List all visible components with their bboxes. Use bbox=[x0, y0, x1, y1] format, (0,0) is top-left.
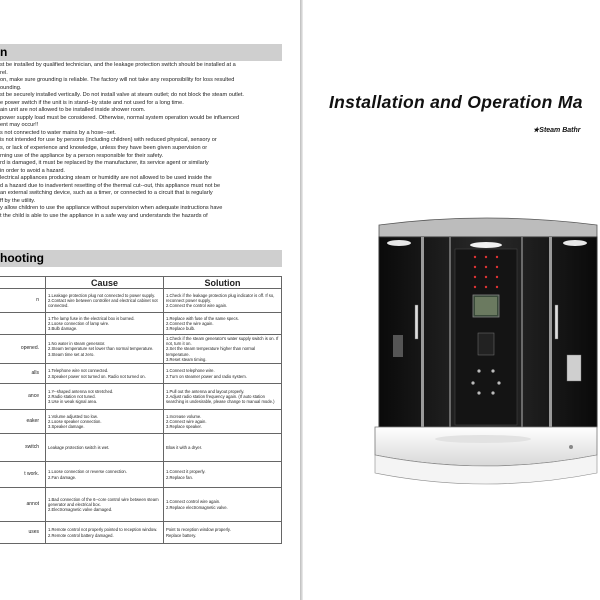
solution-cell: 1.Replace with fuse of the same specs. 2.Connect the wire again. 3.Replace bulb. bbox=[164, 313, 282, 335]
note-line: e power switch if the unit is in stand--by state and not used for a long time. bbox=[0, 99, 184, 106]
note-line: ff by the utility. bbox=[0, 197, 36, 204]
note-line: lectrical appliances producing steam or humidity are not allowed to be used inside the bbox=[0, 175, 212, 182]
cause-cell: 1.Loose connection or reverse connection. 2.Fan damage. bbox=[46, 462, 164, 488]
fault-cell: eaker bbox=[0, 410, 46, 434]
cause-cell: 1.Volume adjusted too low. 2.Loose speaker connection. 3.Speaker damage. bbox=[46, 410, 164, 434]
table-row bbox=[0, 289, 282, 313]
note-line: t the child is able to use the appliance in a safe way and understands the hazards of bbox=[0, 212, 208, 219]
fault-cell: uses bbox=[0, 522, 46, 544]
table-row bbox=[0, 410, 282, 434]
fault-column-header bbox=[0, 277, 46, 289]
note-line: ain unit are not allowed to be installed inside shower room. bbox=[0, 107, 146, 114]
note-line: is not intended for use by persons (including children) with reduced physical, sensory or bbox=[0, 137, 217, 144]
note-line: y allow children to use the appliance without supervision when adequate instructions have bbox=[0, 205, 223, 212]
cause-cell: 1.Y--shaped antenna not stretched. 2.Radio station not tuned. 3.Use in weak signal area. bbox=[46, 384, 164, 410]
solution-column-header: Solution bbox=[164, 277, 282, 289]
precautions-notes bbox=[0, 62, 282, 220]
troubleshooting-heading: hooting bbox=[0, 250, 282, 267]
cause-column-header: Cause bbox=[46, 277, 164, 289]
fault-cell: n bbox=[0, 289, 46, 313]
table-row bbox=[0, 384, 282, 410]
cause-cell: 1.Remote control not properly pointed to reception window. 2.Remote control battery damaged. bbox=[46, 522, 164, 544]
table-row bbox=[0, 488, 282, 522]
manual-title: Installation and Operation Ma bbox=[329, 92, 583, 112]
fault-cell: ance bbox=[0, 384, 46, 410]
solution-cell: 1.Connect it properly. 2.Replace fan. bbox=[164, 462, 282, 488]
cause-cell: Leakage protection switch is wet. bbox=[46, 434, 164, 462]
note-line: ounding. bbox=[0, 84, 22, 91]
note-line: st be securely installed vertically. Do not install valve at steam outlet; do not block the steam outlet. bbox=[0, 92, 244, 99]
cause-cell: 1.The lamp fuse in the electrical box is burned. 2.Loose connection of lamp wire. 3.Bulb damage. bbox=[46, 313, 164, 335]
table-header-row bbox=[0, 277, 282, 289]
note-line: s not connected to water mains by a hose--set. bbox=[0, 129, 116, 136]
solution-cell: Point to reception window properly. Replace battery. bbox=[164, 522, 282, 544]
precautions-heading: n bbox=[0, 44, 282, 61]
table-row bbox=[0, 434, 282, 462]
troubleshooting-table bbox=[0, 276, 282, 544]
solution-cell: 1.Connect telephone wire. 2.Turn on steamer power and radio system. bbox=[164, 364, 282, 384]
steam-shower-cabin-image bbox=[371, 215, 600, 495]
table-row bbox=[0, 522, 282, 544]
solution-cell: 1.Check if the leakage protection plug indicator is off. If so, reconnect power supply. 2.Connect the control wire again. bbox=[164, 289, 282, 313]
note-line: rel. bbox=[0, 69, 8, 76]
note-line: st be installed by qualified technician, and the leakage protection switch should be installed at a bbox=[0, 62, 236, 68]
cause-cell: 1.Bad connection of the 6--core control wire between steam generator and electrical box. 2.Electromagnetic valve damaged. bbox=[46, 488, 164, 522]
note-line: power supply load must be considered. Otherwise, normal system operation would be influenced bbox=[0, 114, 240, 121]
note-line: d a hazard due to inadvertent resetting of the thermal cut--out, this appliance must not be bbox=[0, 182, 221, 189]
fault-cell: switch bbox=[0, 434, 46, 462]
note-line: s, or lack of experience and knowledge, unless they have been given supervision or bbox=[0, 145, 208, 152]
fault-cell bbox=[0, 313, 46, 335]
fault-cell: opened. bbox=[0, 335, 46, 364]
cause-cell: 1.No water in steam generator. 2.Steam temperature set lower than normal temperature. 3.Steam time set at zero. bbox=[46, 335, 164, 364]
cause-cell: 1.Telephone wire not connected. 2.Speaker power not turned on. Radio not turned on. bbox=[46, 364, 164, 384]
fault-cell: alls bbox=[0, 364, 46, 384]
note-line: on, make sure grounding is reliable. The factory will not take any responsibility for loss resulted bbox=[0, 77, 235, 84]
table-row bbox=[0, 364, 282, 384]
table-row bbox=[0, 462, 282, 488]
solution-cell: 1.Pull out the antenna and layout properly. 2.Adjust radio station frequency again. (If auto station searching is undesirable, please change to manual mode.) bbox=[164, 384, 282, 410]
solution-cell: 1.Increase volume. 2.Connect wire again. 3.Replace speaker. bbox=[164, 410, 282, 434]
solution-cell: 1.Check if the steam generator's water supply switch is on. If not, turn it on. 2.Set the steam temperature higher than normal temperature. 3.Reset steam timing. bbox=[164, 335, 282, 364]
solution-cell: Blow it with a dryer. bbox=[164, 434, 282, 462]
manual-subtitle: ★Steam Bathr bbox=[533, 127, 581, 134]
right-page bbox=[303, 0, 600, 600]
note-line: an external switching device, such as a timer, or connected to a circuit that is regularly bbox=[0, 190, 213, 197]
note-line: rning use of the appliance by a person responsible for their safety. bbox=[0, 152, 164, 159]
fault-cell: t work. bbox=[0, 462, 46, 488]
fault-cell: annot bbox=[0, 488, 46, 522]
table-row bbox=[0, 313, 282, 335]
note-line: in order to avoid a hazard. bbox=[0, 167, 65, 174]
cause-cell: 1.Leakage protection plug not connected to power supply. 2.Contact wire between controller and electrical cabinet not connected. bbox=[46, 289, 164, 313]
table-row bbox=[0, 335, 282, 364]
solution-cell: 1.Connect control wire again. 2.Replace electromagnetic valve. bbox=[164, 488, 282, 522]
note-line: rd is damaged, it must be replaced by the manufacturer, its service agent or similarly bbox=[0, 160, 209, 167]
note-line: ent may occur!! bbox=[0, 122, 39, 129]
